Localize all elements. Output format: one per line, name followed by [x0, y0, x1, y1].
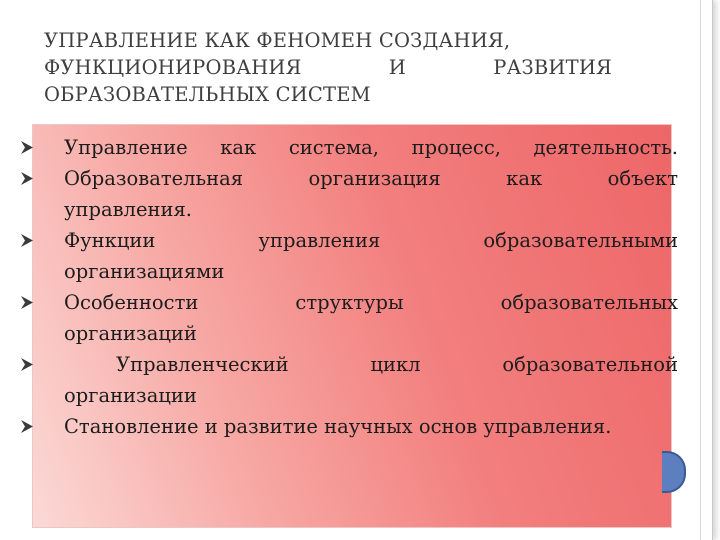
list-item: [18, 287, 678, 349]
arrow-bullet-icon: [21, 234, 33, 247]
title-line-2: ФУНКЦИОНИРОВАНИЯ И РАЗВИТИЯ: [44, 56, 612, 79]
bullet-list: [18, 132, 678, 442]
bullet-text: [64, 163, 678, 225]
list-item: [18, 411, 678, 442]
title-line-3: ОБРАЗОВАТЕЛЬНЫХ СИСТЕМ: [44, 83, 371, 106]
arrow-bullet-icon: [21, 172, 33, 185]
bullet-text-line: Образовательная организация как объект: [64, 167, 678, 190]
list-item: [18, 349, 678, 411]
bullet-text: [64, 225, 678, 287]
bullet-text: Становление и развитие научных основ управления.: [64, 415, 612, 438]
arrow-bullet-icon: [21, 358, 33, 371]
list-item: [18, 163, 678, 225]
bullet-text-line: Управленческий цикл образовательной: [116, 353, 678, 376]
bullet-text-continuation: организаций: [64, 322, 197, 345]
arrow-bullet-icon: [21, 296, 33, 309]
bullet-text: [64, 287, 678, 349]
bullet-text-continuation: организации: [64, 384, 197, 407]
list-item: [18, 225, 678, 287]
bullet-text-continuation: организациями: [64, 260, 225, 283]
title-line-1: УПРАВЛЕНИЕ КАК ФЕНОМЕН СОЗДАНИЯ,: [44, 29, 511, 52]
bullet-text: [64, 349, 678, 411]
bullet-text-line: Особенности структуры образовательных: [64, 291, 678, 314]
arrow-bullet-icon: [21, 141, 33, 154]
arrow-bullet-icon: [21, 420, 33, 433]
bullet-text-line: Функции управления образовательными: [64, 229, 678, 252]
bullet-text-continuation: управления.: [64, 198, 192, 221]
slide-edge-strip: [700, 0, 713, 540]
bullet-text: Управление как система, процесс, деятельность.: [64, 136, 678, 159]
slide-title: [44, 27, 612, 108]
list-item: [18, 132, 678, 163]
decorative-circle: [662, 451, 686, 493]
